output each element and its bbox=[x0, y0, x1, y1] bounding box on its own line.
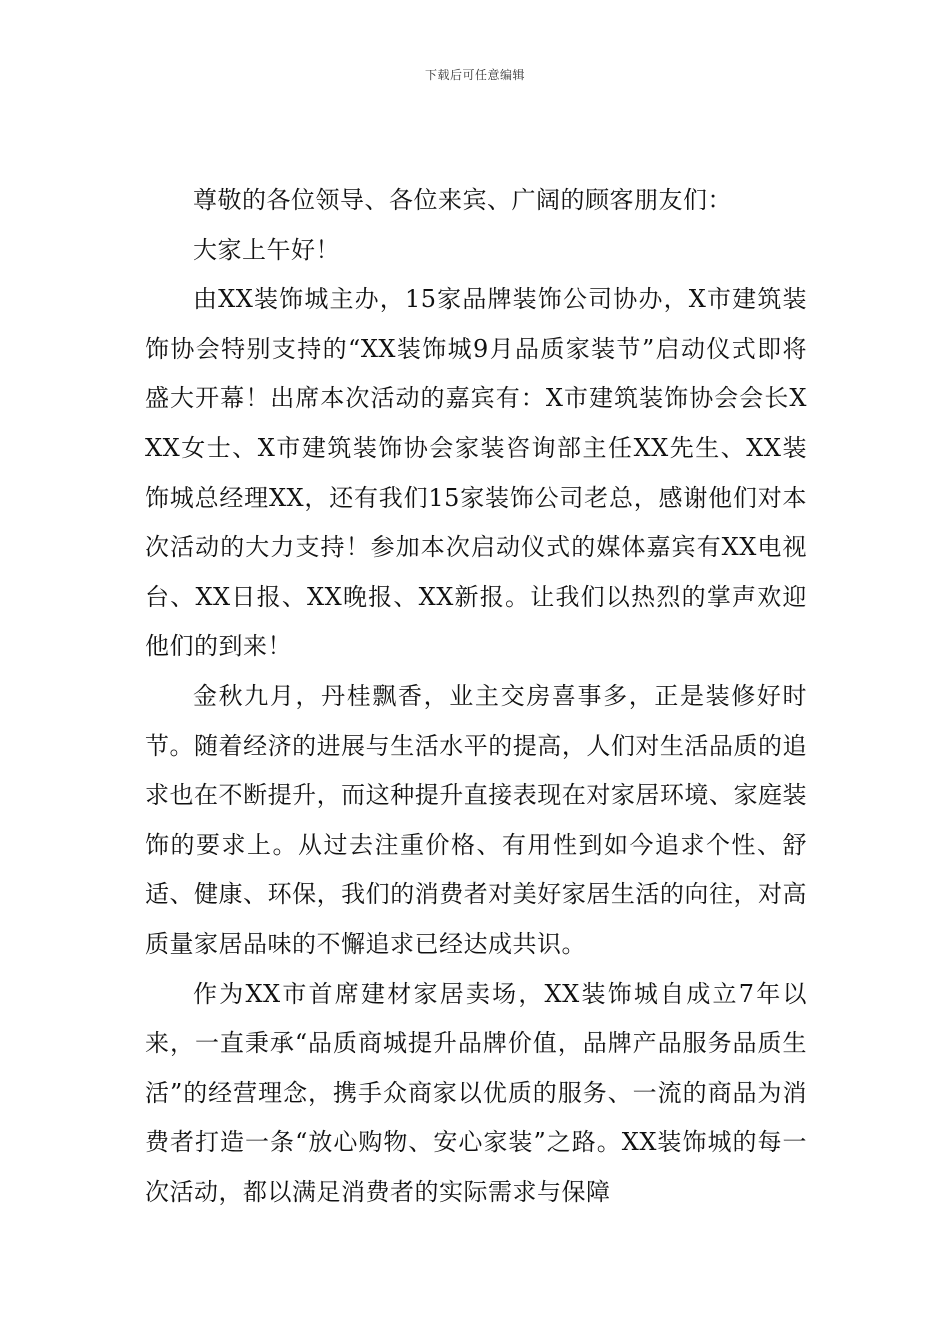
paragraph-company: 作为XX市首席建材家居卖场，XX装饰城自成立7年以来，一直秉承“品质商城提升品牌价值，品牌产品服务品质生活”的经营理念，携手众商家以优质的服务、一流的商品为消费者打造一条“放心购物、安心家装”之路。XX装饰城的每一次活动，都以满足消费者的实际需求与保障 bbox=[145, 979, 807, 1206]
document-body bbox=[145, 176, 807, 1217]
paragraph-season: 金秋九月，丹桂飘香，业主交房喜事多，正是装修好时节。随着经济的进展与生活水平的提高，人们对生活品质的追求也在不断提升，而这种提升直接表现在对家居环境、家庭装饰的要求上。从过去注重价格、有用性到如今追求个性、舒适、健康、环保，我们的消费者对美好家居生活的向往，对高质量家居品味的不懈追求已经达成共识。 bbox=[145, 681, 807, 958]
paragraph-salutation: 大家上午好！ bbox=[193, 235, 340, 264]
header-note: 下载后可任意编辑 bbox=[424, 68, 525, 82]
paragraph-event-intro: 由XX装饰城主办，15家品牌装饰公司协办，X市建筑装饰协会特别支持的“XX装饰城9月品质家装节”启动仪式即将盛大开幕！出席本次活动的嘉宾有：X市建筑装饰协会会长XXX女士、X市建筑装饰协会家装咨询部主任XX先生、XX装饰城总经理XX，还有我们15家装饰公司老总，感谢他们对本次活动的大力支持！参加本次启动仪式的媒体嘉宾有XX电视台、XX日报、XX晚报、XX新报。让我们以热烈的掌声欢迎他们的到来！ bbox=[145, 285, 807, 661]
paragraph-greeting: 尊敬的各位领导、各位来宾、广阔的顾客朋友们： bbox=[193, 186, 732, 214]
